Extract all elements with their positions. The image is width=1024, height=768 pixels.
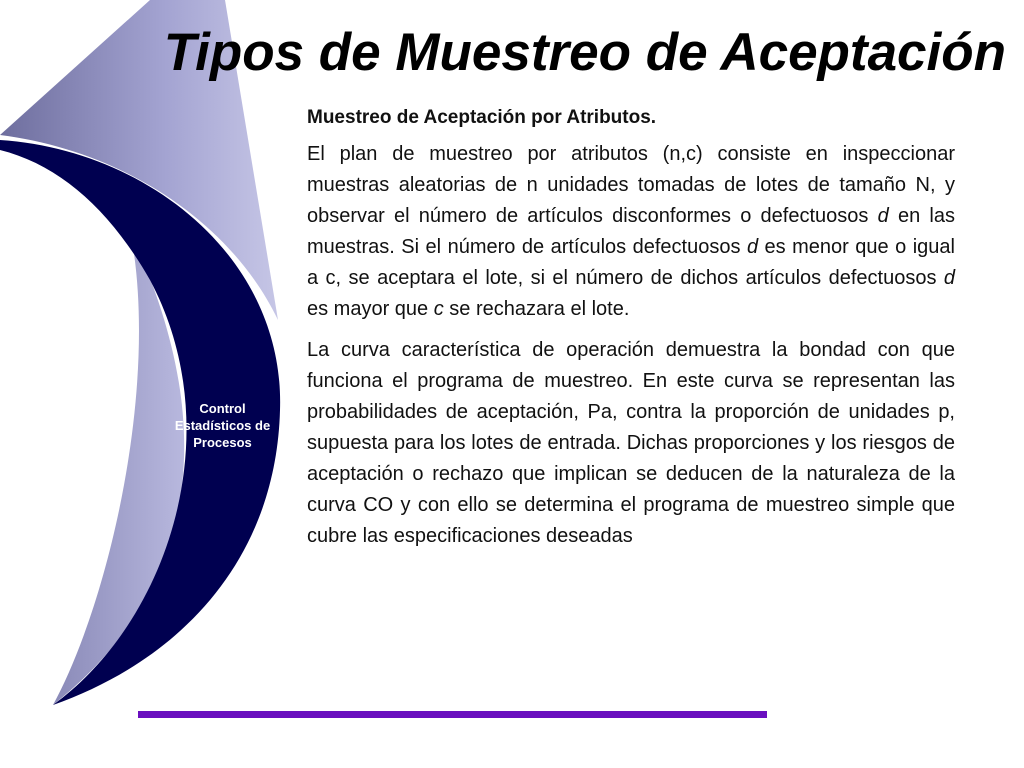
p1-text-e: es mayor que	[307, 298, 434, 320]
footer-accent-line	[138, 711, 767, 718]
p1-text-f: se rechazara el lote.	[443, 298, 630, 320]
decorative-swoosh	[0, 0, 300, 720]
side-label-line-1: Control	[199, 401, 246, 416]
p1-text-b: en las muestras. Si el número de artículos defectuosos	[307, 205, 955, 258]
p1-text-a: El plan de muestreo por atributos (n,c) consiste en inspeccionar muestras aleatorias de n unidades tomadas de lotes de tamaño N, y observar el número de artículos disconformes o defectuosos	[307, 143, 955, 227]
side-label	[165, 400, 280, 451]
body-text	[307, 102, 955, 562]
side-label-line-3: Procesos	[193, 435, 252, 450]
var-c: c	[433, 298, 444, 320]
var-d-3: d	[943, 267, 955, 289]
paragraph-curva-co: La curva característica de operación demuestra la bondad con que funciona el programa de muestreo. En este curva se representan las probabilidades de aceptación, Pa, contra la proporción de unidades p, supuesta para los lotes de entrada. Dichas proporciones y los riesgos de aceptación o rechazo que implican se deducen de la naturaleza de la curva CO y con ello se determina el programa de muestreo simple que cubre las especificaciones deseadas	[307, 339, 955, 547]
slide-title: Tipos de Muestreo de Aceptación	[163, 23, 1006, 82]
var-d-1: d	[877, 205, 889, 227]
paragraph-plan-atributos	[307, 139, 955, 325]
section-heading: Muestreo de Aceptación por Atributos.	[307, 107, 657, 128]
p1-text-c: es menor que o igual a c, se aceptara el lote, si el número de dichos artículos defectuosos	[307, 236, 955, 289]
var-d-2: d	[746, 236, 759, 258]
side-label-line-2: Estadísticos de	[174, 418, 271, 433]
